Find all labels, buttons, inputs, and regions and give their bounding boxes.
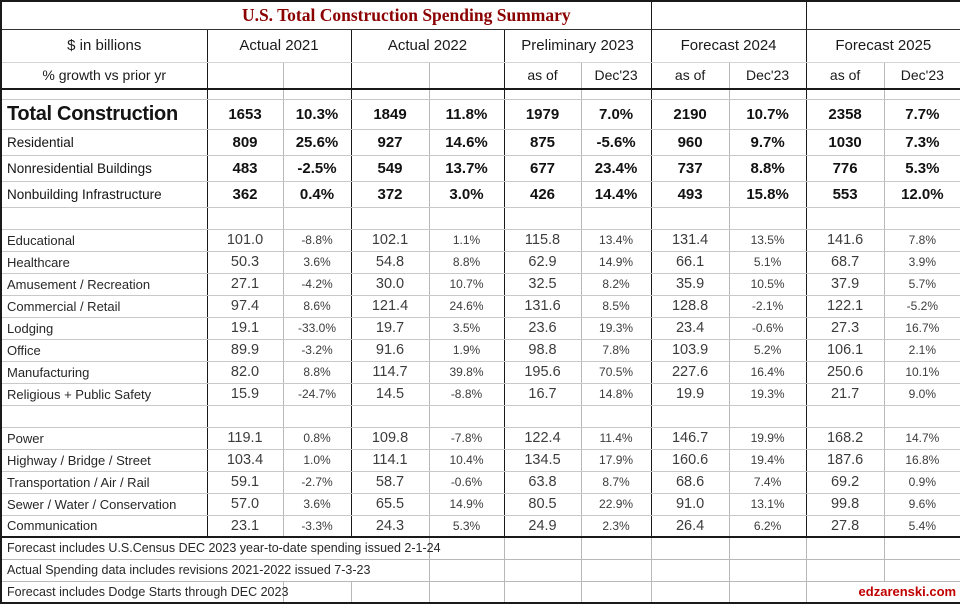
pct-cell: 8.7% [581, 471, 651, 493]
row-label: Residential [1, 129, 207, 155]
value-cell: 372 [351, 181, 429, 207]
value-cell: 69.2 [806, 471, 884, 493]
pct-cell: 10.7% [729, 99, 806, 129]
value-cell: 1979 [504, 99, 581, 129]
empty-cell [581, 405, 651, 427]
nonresidential-section [1, 229, 960, 405]
value-cell: 160.6 [651, 449, 729, 471]
table-row [1, 317, 960, 339]
footnote-text: Forecast includes U.S.Census DEC 2023 year-to-date spending issued 2-1-24 [1, 537, 429, 559]
value-cell: 927 [351, 129, 429, 155]
table-row [1, 361, 960, 383]
pct-cell: 9.7% [729, 129, 806, 155]
row-label: Nonbuilding Infrastructure [1, 181, 207, 207]
empty-cell [429, 207, 504, 229]
pct-cell: 5.7% [884, 273, 960, 295]
pct-cell: 7.3% [884, 129, 960, 155]
row-label: Power [1, 427, 207, 449]
pct-cell: 3.0% [429, 181, 504, 207]
pct-cell: -24.7% [283, 383, 351, 405]
empty-cell [729, 89, 806, 99]
spacer-row [1, 405, 960, 427]
value-cell: 128.8 [651, 295, 729, 317]
value-cell: 250.6 [806, 361, 884, 383]
asof-cell [351, 62, 429, 89]
value-cell: 1653 [207, 99, 283, 129]
value-cell: 26.4 [651, 515, 729, 537]
empty-cell [429, 559, 504, 581]
value-cell: 2190 [651, 99, 729, 129]
footnote-text: Actual Spending data includes revisions 2021-2022 issued 7-3-23 [1, 559, 429, 581]
value-cell: 89.9 [207, 339, 283, 361]
pct-cell: -8.8% [283, 229, 351, 251]
pct-cell: 1.0% [283, 449, 351, 471]
pct-cell: -4.2% [283, 273, 351, 295]
value-cell: 68.6 [651, 471, 729, 493]
pct-cell: 1.9% [429, 339, 504, 361]
value-cell: 101.0 [207, 229, 283, 251]
pct-cell: 19.3% [729, 383, 806, 405]
empty-cell [729, 207, 806, 229]
value-cell: 23.6 [504, 317, 581, 339]
value-cell: 59.1 [207, 471, 283, 493]
table-row [1, 295, 960, 317]
value-cell: 66.1 [651, 251, 729, 273]
value-cell: 16.7 [504, 383, 581, 405]
footnote-row [1, 537, 960, 559]
empty-cell [806, 89, 884, 99]
pct-cell: 15.8% [729, 181, 806, 207]
value-cell: 15.9 [207, 383, 283, 405]
empty-cell [581, 89, 651, 99]
date-cell: Dec'23 [884, 62, 960, 89]
pct-cell: 13.5% [729, 229, 806, 251]
empty-cell [351, 581, 429, 603]
table-row [1, 129, 960, 155]
empty-cell [283, 405, 351, 427]
table-row [1, 339, 960, 361]
date-cell: Dec'23 [581, 62, 651, 89]
pct-cell: -5.2% [884, 295, 960, 317]
value-cell: 1030 [806, 129, 884, 155]
table-row [1, 449, 960, 471]
section-gap [1, 405, 960, 427]
pct-cell: 8.8% [729, 155, 806, 181]
pct-cell: 12.0% [884, 181, 960, 207]
value-cell: 168.2 [806, 427, 884, 449]
pct-cell: 13.1% [729, 493, 806, 515]
value-cell: 19.9 [651, 383, 729, 405]
empty-cell [283, 581, 351, 603]
row-label: Office [1, 339, 207, 361]
value-cell: 141.6 [806, 229, 884, 251]
value-cell: 37.9 [806, 273, 884, 295]
pct-cell: 16.4% [729, 361, 806, 383]
empty-cell [1, 89, 207, 99]
col-group-actual-2022: Actual 2022 [351, 29, 504, 62]
table-row [1, 181, 960, 207]
value-cell: 875 [504, 129, 581, 155]
value-cell: 97.4 [207, 295, 283, 317]
value-cell: 57.0 [207, 493, 283, 515]
footnote-row [1, 581, 960, 603]
pct-cell: 16.8% [884, 449, 960, 471]
value-cell: 960 [651, 129, 729, 155]
empty-cell [651, 581, 729, 603]
pct-cell: -33.0% [283, 317, 351, 339]
empty-cell [806, 537, 884, 559]
pct-cell: 14.6% [429, 129, 504, 155]
pct-cell: 11.4% [581, 427, 651, 449]
pct-cell: 13.4% [581, 229, 651, 251]
pct-cell: 6.2% [729, 515, 806, 537]
summary-section [1, 99, 960, 207]
value-cell: 553 [806, 181, 884, 207]
spacer-row [1, 207, 960, 229]
value-cell: 80.5 [504, 493, 581, 515]
value-cell: 483 [207, 155, 283, 181]
col-group-forecast-2025: Forecast 2025 [806, 29, 960, 62]
empty-cell [806, 559, 884, 581]
value-cell: 68.7 [806, 251, 884, 273]
empty-cell [651, 405, 729, 427]
value-cell: 106.1 [806, 339, 884, 361]
value-cell: 131.4 [651, 229, 729, 251]
empty-cell [351, 207, 429, 229]
pct-cell: 17.9% [581, 449, 651, 471]
empty-cell [651, 1, 806, 29]
table-row [1, 251, 960, 273]
empty-cell [283, 207, 351, 229]
pct-cell: -0.6% [429, 471, 504, 493]
pct-cell: 8.8% [283, 361, 351, 383]
empty-cell [429, 89, 504, 99]
empty-cell [806, 207, 884, 229]
value-cell: 27.3 [806, 317, 884, 339]
row-label: Communication [1, 515, 207, 537]
pct-cell: 14.9% [581, 251, 651, 273]
value-cell: 103.9 [651, 339, 729, 361]
table-row [1, 493, 960, 515]
table-row [1, 471, 960, 493]
header-row-years [1, 29, 960, 62]
value-cell: 82.0 [207, 361, 283, 383]
row-label: Sewer / Water / Conservation [1, 493, 207, 515]
value-cell: 102.1 [351, 229, 429, 251]
empty-cell [729, 581, 806, 603]
empty-cell [351, 89, 429, 99]
date-cell [283, 62, 351, 89]
pct-cell: 22.9% [581, 493, 651, 515]
footnote-row [1, 559, 960, 581]
empty-cell [651, 537, 729, 559]
value-cell: 122.1 [806, 295, 884, 317]
value-cell: 122.4 [504, 427, 581, 449]
pct-cell: 7.7% [884, 99, 960, 129]
empty-cell [504, 207, 581, 229]
value-cell: 227.6 [651, 361, 729, 383]
value-cell: 146.7 [651, 427, 729, 449]
value-cell: 362 [207, 181, 283, 207]
value-cell: 54.8 [351, 251, 429, 273]
table-row [1, 155, 960, 181]
header-section [1, 1, 960, 99]
value-cell: 187.6 [806, 449, 884, 471]
pct-cell: 0.8% [283, 427, 351, 449]
value-cell: 62.9 [504, 251, 581, 273]
pct-cell: 19.3% [581, 317, 651, 339]
empty-cell [581, 559, 651, 581]
asof-cell: as of [504, 62, 581, 89]
value-cell: 1849 [351, 99, 429, 129]
value-cell: 121.4 [351, 295, 429, 317]
empty-cell [884, 537, 960, 559]
row-label: Highway / Bridge / Street [1, 449, 207, 471]
pct-cell: 7.8% [884, 229, 960, 251]
empty-cell [806, 405, 884, 427]
value-cell: 35.9 [651, 273, 729, 295]
pct-cell: 24.6% [429, 295, 504, 317]
empty-cell [429, 405, 504, 427]
empty-cell [581, 207, 651, 229]
date-cell: Dec'23 [729, 62, 806, 89]
pct-cell: 25.6% [283, 129, 351, 155]
pct-cell: 9.6% [884, 493, 960, 515]
row-label: Transportation / Air / Rail [1, 471, 207, 493]
pct-cell: -2.1% [729, 295, 806, 317]
row-label: Manufacturing [1, 361, 207, 383]
pct-cell: 3.6% [283, 493, 351, 515]
empty-cell [207, 405, 283, 427]
row-label: Amusement / Recreation [1, 273, 207, 295]
value-cell: 27.8 [806, 515, 884, 537]
value-cell: 14.5 [351, 383, 429, 405]
pct-cell: -2.7% [283, 471, 351, 493]
value-cell: 426 [504, 181, 581, 207]
empty-cell [806, 1, 960, 29]
row-label: Lodging [1, 317, 207, 339]
empty-cell [884, 89, 960, 99]
value-cell: 91.0 [651, 493, 729, 515]
pct-cell: 8.5% [581, 295, 651, 317]
value-cell: 50.3 [207, 251, 283, 273]
value-cell: 99.8 [806, 493, 884, 515]
empty-cell [651, 89, 729, 99]
spacer-row [1, 89, 960, 99]
empty-cell [581, 537, 651, 559]
value-cell: 19.1 [207, 317, 283, 339]
table-row [1, 229, 960, 251]
value-cell: 98.8 [504, 339, 581, 361]
row-label: Educational [1, 229, 207, 251]
pct-cell: -3.3% [283, 515, 351, 537]
empty-cell [351, 405, 429, 427]
table-row [1, 427, 960, 449]
pct-cell: 19.9% [729, 427, 806, 449]
pct-cell: 0.9% [884, 471, 960, 493]
value-cell: 65.5 [351, 493, 429, 515]
col-group-forecast-2024: Forecast 2024 [651, 29, 806, 62]
empty-cell [651, 559, 729, 581]
value-cell: 27.1 [207, 273, 283, 295]
value-cell: 32.5 [504, 273, 581, 295]
value-cell: 115.8 [504, 229, 581, 251]
empty-cell [504, 581, 581, 603]
pct-cell: 14.4% [581, 181, 651, 207]
value-cell: 737 [651, 155, 729, 181]
value-cell: 2358 [806, 99, 884, 129]
table-row [1, 99, 960, 129]
value-cell: 677 [504, 155, 581, 181]
pct-cell: 11.8% [429, 99, 504, 129]
pct-cell: 10.3% [283, 99, 351, 129]
value-cell: 131.6 [504, 295, 581, 317]
empty-cell [581, 581, 651, 603]
pct-cell: 10.5% [729, 273, 806, 295]
empty-cell [729, 559, 806, 581]
pct-cell: 8.8% [429, 251, 504, 273]
empty-cell [504, 89, 581, 99]
value-cell: 58.7 [351, 471, 429, 493]
pct-cell: 10.7% [429, 273, 504, 295]
asof-cell [207, 62, 283, 89]
pct-cell: 70.5% [581, 361, 651, 383]
value-cell: 109.8 [351, 427, 429, 449]
col-group-preliminary-2023: Preliminary 2023 [504, 29, 651, 62]
empty-cell [504, 405, 581, 427]
pct-cell: 3.5% [429, 317, 504, 339]
value-cell: 114.7 [351, 361, 429, 383]
value-cell: 134.5 [504, 449, 581, 471]
pct-cell: -2.5% [283, 155, 351, 181]
empty-cell [729, 537, 806, 559]
pct-cell: 0.4% [283, 181, 351, 207]
col-group-actual-2021: Actual 2021 [207, 29, 351, 62]
pct-cell: 7.0% [581, 99, 651, 129]
page-title: U.S. Total Construction Spending Summary [1, 1, 651, 29]
growth-label: % growth vs prior yr [1, 62, 207, 89]
pct-cell: -5.6% [581, 129, 651, 155]
pct-cell: 14.7% [884, 427, 960, 449]
header-row-asof [1, 62, 960, 89]
empty-cell [884, 559, 960, 581]
pct-cell: 3.9% [884, 251, 960, 273]
value-cell: 195.6 [504, 361, 581, 383]
pct-cell: 8.2% [581, 273, 651, 295]
value-cell: 30.0 [351, 273, 429, 295]
pct-cell: 10.1% [884, 361, 960, 383]
value-cell: 103.4 [207, 449, 283, 471]
pct-cell: 1.1% [429, 229, 504, 251]
empty-cell [1, 405, 207, 427]
footnote-text: Forecast includes Dodge Starts through DEC 2023 [1, 581, 283, 603]
empty-cell [729, 405, 806, 427]
table-row [1, 383, 960, 405]
pct-cell: 5.4% [884, 515, 960, 537]
pct-cell: 8.6% [283, 295, 351, 317]
empty-cell [283, 89, 351, 99]
pct-cell: 23.4% [581, 155, 651, 181]
pct-cell: 2.3% [581, 515, 651, 537]
value-cell: 19.7 [351, 317, 429, 339]
empty-cell [504, 559, 581, 581]
pct-cell: -7.8% [429, 427, 504, 449]
pct-cell: 5.3% [429, 515, 504, 537]
pct-cell: 7.4% [729, 471, 806, 493]
pct-cell: 5.2% [729, 339, 806, 361]
asof-cell: as of [806, 62, 884, 89]
row-label: Nonresidential Buildings [1, 155, 207, 181]
empty-cell [884, 405, 960, 427]
value-cell: 776 [806, 155, 884, 181]
empty-cell [651, 207, 729, 229]
empty-cell [207, 207, 283, 229]
table-row [1, 273, 960, 295]
row-label: Religious + Public Safety [1, 383, 207, 405]
pct-cell: -8.8% [429, 383, 504, 405]
value-cell: 24.9 [504, 515, 581, 537]
date-cell [429, 62, 504, 89]
pct-cell: 16.7% [884, 317, 960, 339]
infrastructure-section [1, 427, 960, 537]
pct-cell: 10.4% [429, 449, 504, 471]
value-cell: 809 [207, 129, 283, 155]
pct-cell: 5.1% [729, 251, 806, 273]
asof-cell: as of [651, 62, 729, 89]
pct-cell: 19.4% [729, 449, 806, 471]
footnotes-section [1, 537, 960, 603]
row-label: Healthcare [1, 251, 207, 273]
watermark-link[interactable]: edzarenski.com [806, 581, 960, 603]
value-cell: 21.7 [806, 383, 884, 405]
row-label: Total Construction [1, 99, 207, 129]
pct-cell: 5.3% [884, 155, 960, 181]
empty-cell [1, 207, 207, 229]
pct-cell: -0.6% [729, 317, 806, 339]
pct-cell: 39.8% [429, 361, 504, 383]
pct-cell: 7.8% [581, 339, 651, 361]
value-cell: 493 [651, 181, 729, 207]
empty-cell [504, 537, 581, 559]
table-row [1, 515, 960, 537]
empty-cell [884, 207, 960, 229]
value-cell: 549 [351, 155, 429, 181]
row-label: Commercial / Retail [1, 295, 207, 317]
pct-cell: 3.6% [283, 251, 351, 273]
empty-cell [429, 581, 504, 603]
value-cell: 91.6 [351, 339, 429, 361]
value-cell: 63.8 [504, 471, 581, 493]
value-cell: 23.4 [651, 317, 729, 339]
section-gap [1, 207, 960, 229]
pct-cell: -3.2% [283, 339, 351, 361]
title-row [1, 1, 960, 29]
pct-cell: 14.8% [581, 383, 651, 405]
pct-cell: 9.0% [884, 383, 960, 405]
value-cell: 24.3 [351, 515, 429, 537]
pct-cell: 14.9% [429, 493, 504, 515]
value-cell: 119.1 [207, 427, 283, 449]
empty-cell [207, 89, 283, 99]
value-cell: 23.1 [207, 515, 283, 537]
unit-label: $ in billions [1, 29, 207, 62]
pct-cell: 13.7% [429, 155, 504, 181]
value-cell: 114.1 [351, 449, 429, 471]
pct-cell: 2.1% [884, 339, 960, 361]
